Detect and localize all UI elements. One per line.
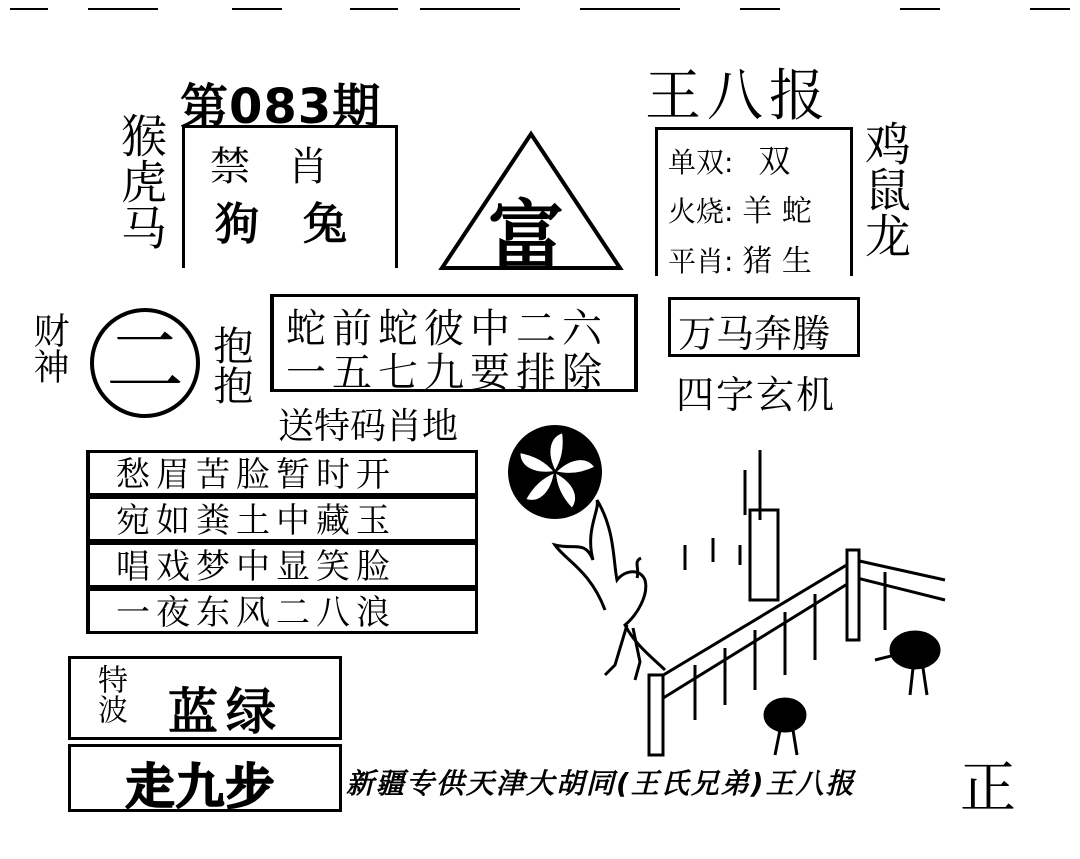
hint-box xyxy=(270,294,638,396)
paper-title: 王八报 xyxy=(645,64,831,129)
top-dash xyxy=(1030,8,1070,10)
info-label: 火烧: xyxy=(668,195,734,228)
info-box xyxy=(655,127,853,279)
poem-line: 宛如粪土中藏玉 xyxy=(86,496,478,542)
info-label: 单双: xyxy=(668,146,734,179)
poem-line: 唱戏梦中显笑脸 xyxy=(86,542,478,588)
top-dash xyxy=(88,8,158,10)
poem-line: 一夜东风二八浪 xyxy=(86,588,478,634)
center-character: 富 xyxy=(488,192,564,281)
top-dash xyxy=(232,8,282,10)
forbidden-title: 禁肖 xyxy=(210,144,366,190)
footer-text: 新疆专供天津大胡同(王氏兄弟)王八报 xyxy=(346,767,856,800)
top-dash xyxy=(580,8,680,10)
left-zodiacs: 猴虎马 xyxy=(114,112,168,250)
walk-text: 走九步 xyxy=(126,759,277,815)
hint-line: 一五七九要排除 xyxy=(286,350,608,396)
info-row xyxy=(668,136,790,182)
top-dash xyxy=(350,8,398,10)
caishen-number: 二 xyxy=(105,317,184,407)
rooster-scene-illustration xyxy=(545,450,955,760)
top-dash xyxy=(420,8,520,10)
top-dash xyxy=(740,8,780,10)
corner-mark: 正 xyxy=(960,756,1016,821)
info-label: 平肖: xyxy=(668,245,734,278)
forbidden-values: 狗兔 xyxy=(215,199,391,250)
hint-line: 蛇前蛇彼中二六 xyxy=(286,306,608,352)
poem-line: 愁眉苦脸暂时开 xyxy=(86,450,478,496)
info-row xyxy=(668,186,812,230)
four-chars: 万马奔腾 xyxy=(678,312,831,356)
caishen-label: 财神 xyxy=(28,312,69,384)
special-wave-value: 蓝绿 xyxy=(168,683,284,741)
info-value: 双 xyxy=(758,142,791,180)
special-wave-label: 特波 xyxy=(92,664,127,724)
four-chars-label: 四字玄机 xyxy=(676,373,837,417)
send-text: 送特码肖地 xyxy=(278,406,459,447)
poem-box xyxy=(86,450,486,638)
info-value: 猪 生 xyxy=(742,244,812,279)
top-dash xyxy=(900,8,940,10)
top-dash xyxy=(10,8,48,10)
info-value: 羊 蛇 xyxy=(742,194,812,229)
baobao-label: 抱抱 xyxy=(207,325,253,405)
right-zodiacs: 鸡鼠龙 xyxy=(858,120,912,258)
issue-number: 第083期 xyxy=(180,79,382,135)
info-row xyxy=(668,236,812,280)
